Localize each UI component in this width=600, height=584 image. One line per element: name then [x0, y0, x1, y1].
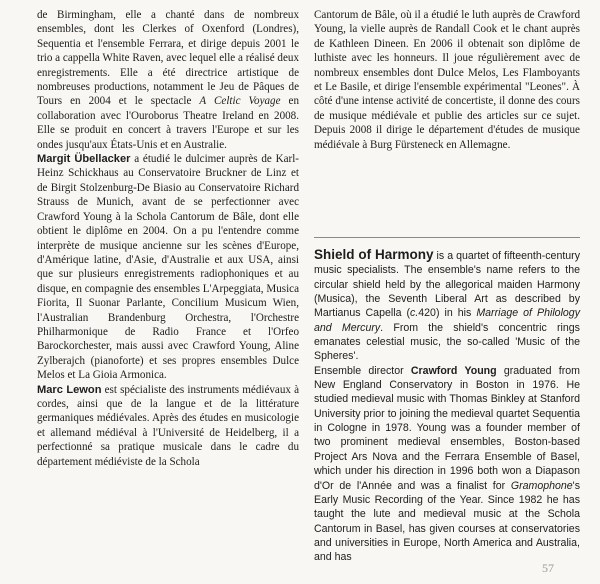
paragraph-birmingham: de Birmingham, elle a chanté dans de nombreux ensembles, dont les Clerkes of Oxenford (Londres), Sequentia et l'ensemble Ferrara, et dirige depuis 2001 le trio a cappella White Raven, avec lequel elle a réalisé deux enregistrements. Elle a été directrice artistique de nombreuses productions, notamment le Jeu de Pâques de Tours en 2004 et le spectacle A Celtic Voyage en collaboration avec l'Ouroborus Theatre Ireland en 2008. Elle se produit en concert à travers l'Europe et sur les ondes jusqu'aux États-Unis et en Australie.: [37, 9, 299, 151]
right-column-bottom: [314, 248, 580, 565]
italic-title: A Celtic Voyage: [199, 95, 281, 108]
paragraph-ubellacker: Margit Übellacker a étudié le dulcimer auprès de Karl-Heinz Schickhaus au Conservatoire Bruckner de Linz et de Birgit Stolzenburg-De Biasio au Conservatoire Richard Strauss de Munich, avant de se perfectionner avec Crawford Young à la Schola Cantorum de Bâle, dont elle obtient le diplôme en 2004. On a pu l'entendre comme interprète de musique ancienne sur les scènes d'Europe, d'Amérique latine, d'Asie, d'Australie et aux USA, ainsi que sur plusieurs enregistrements radiophoniques et au disque, en compagnie des ensembles L'Arpeggiata, Musica Fiorita, Il Suonar Parlante, Concilium Musicum Wien, l'Australian Brandenburg Orchestra, l'Orchestre Philharmonique de Radio France et l'Orfeo Barockorchester, mais aussi avec Crawford Young, Aline Zylberajch (pianoforte) et ses propres ensembles Dulce Melos et La Gioia Armonica.: [37, 153, 300, 382]
performer-name: Crawford Young: [410, 364, 497, 377]
left-column: [37, 8, 299, 469]
performer-name: Margit Übellacker: [37, 153, 131, 166]
paragraph-crawford-young: Ensemble director Crawford Young graduated from New England Conservatory in Boston in 1976. He studied medieval music with Thomas Binkley at Stanford University prior to joining the medieval quartet Sequentia in Cologne in 1978. Young was a founder member of two prominent medieval ensembles, Boston-based Project Ars Nova and the Ferrara Ensemble of Basel, which under his direction in 1996 both won a Diapason d'Or de l'Année and was a finalist for Gramophone's Early Music Recording of the Year. Since 1982 he has taught the lute and medieval music at the Schola Cantorum in Basel, has given courses at conservatories and universities in Europe, North America and Australia, and has: [314, 364, 580, 564]
page-number: 57: [542, 561, 554, 575]
right-column-top: [314, 8, 580, 152]
paragraph-lewon-continued: Cantorum de Bâle, où il a étudié le luth auprès de Crawford Young, la vielle auprès de Randall Cook et le chant auprès de Kathleen Dineen. En 2006 il obtenait son diplôme de luthiste avec les honneurs. Il joue régulièrement avec de nombreux ensembles dont Dulce Melos, Les Flamboyants et Le Basile, et dirige l'ensemble expérimental "Leones". À côté d'une intense activité de concertiste, il donne des cours de musique médiévale et publie des articles sur ce sujet. Depuis 2008 il dirige le département d'études de musique médiévale à Burg Fürsteneck en Allemagne.: [314, 9, 580, 151]
paragraph-lewon: Marc Lewon est spécialiste des instruments médiévaux à cordes, ainsi que de la langue et de la littérature germaniques médiévales. Après des études en musicologie et allemand médiéval à l'Université de Heidelberg, il a perfectionné sa pratique musicale dans le cadre du département médiéviste de la Schola: [37, 383, 300, 468]
performer-name: Marc Lewon: [37, 383, 102, 396]
ensemble-heading: Shield of Harmony: [314, 247, 434, 262]
paragraph-shield-of-harmony: Shield of Harmony is a quartet of fifteenth-century music specialists. The ensemble's name refers to the circular shield held by the allegorical maiden Harmony (Musica), the Seventh Liberal Art as described by Martianus Capella (c.420) in his Marriage of Philology and Mercury. From the shield's concentric rings emanates celestial music, the so-called 'Music of the Spheres'.: [314, 247, 580, 363]
italic-magazine: Gramophone: [510, 479, 573, 492]
italic-title: Marriage of Philology and Mercury: [314, 307, 580, 334]
section-divider: [314, 237, 580, 238]
